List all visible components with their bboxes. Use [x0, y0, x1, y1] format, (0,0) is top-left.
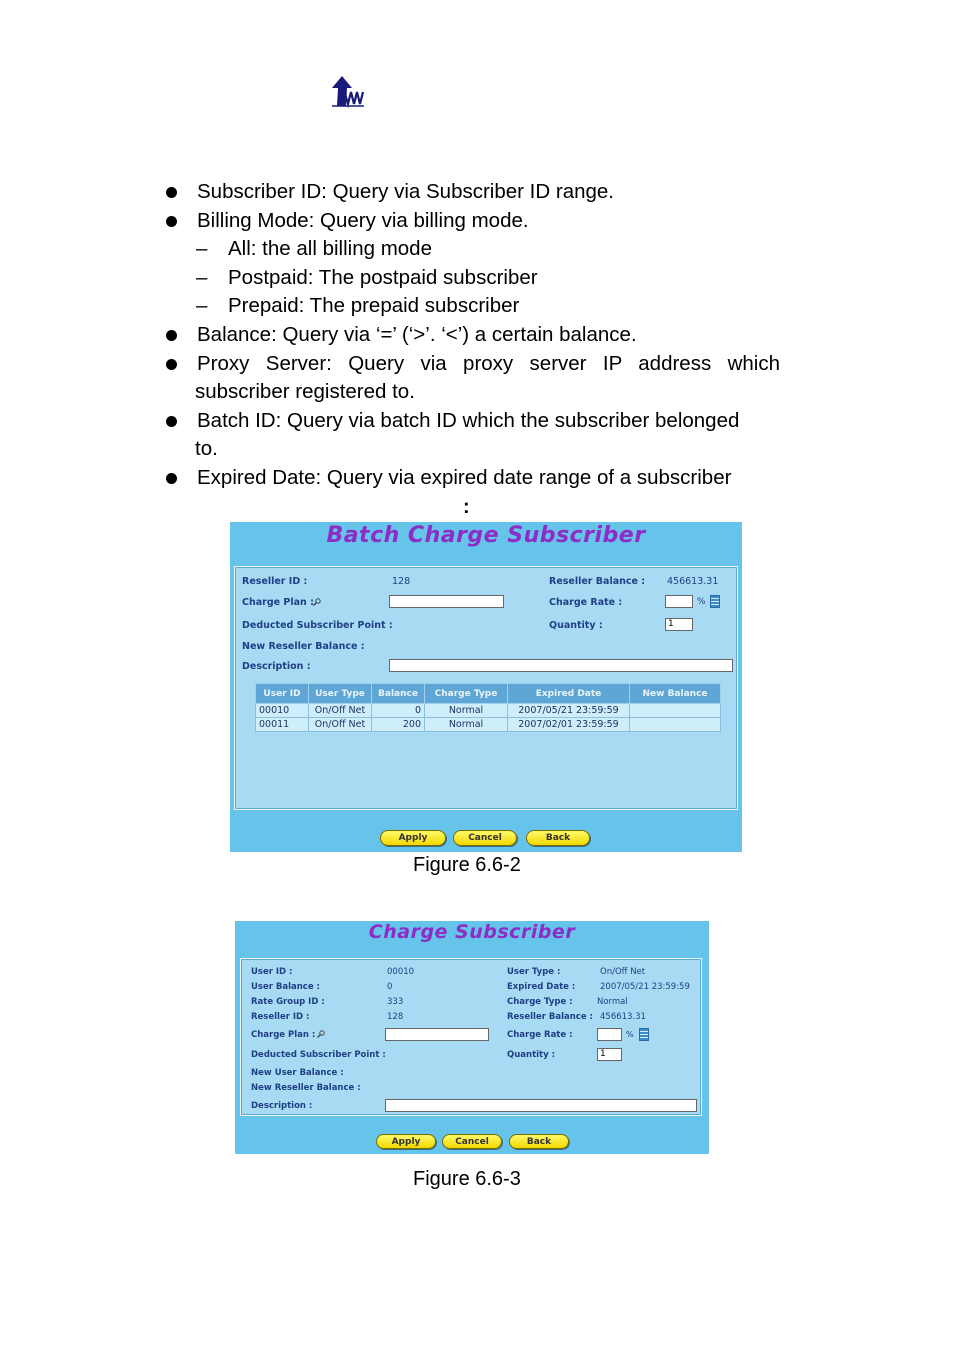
expired-date-label: Expired Date : — [507, 982, 576, 992]
calculator-icon[interactable] — [639, 1028, 649, 1041]
batch-charge-panel — [230, 522, 742, 852]
reseller-balance-label: Reseller Balance : — [549, 576, 646, 587]
reseller-balance-label: Reseller Balance : — [507, 1012, 593, 1022]
dash-icon: – — [196, 237, 208, 261]
user-balance-label: User Balance : — [251, 982, 320, 992]
table-row[interactable] — [256, 704, 721, 718]
dash-icon: – — [196, 265, 208, 289]
panel-title: Batch Charge Subscriber — [326, 523, 646, 548]
sub-list-item: – Prepaid: The prepaid subscriber — [165, 292, 780, 321]
rate-group-label: Rate Group ID : — [251, 997, 325, 1007]
col-charge-type: Charge Type — [425, 684, 508, 704]
colon-mark: : — [463, 496, 470, 518]
apply-button[interactable]: Apply — [380, 830, 446, 846]
table-header-row — [256, 684, 721, 704]
quantity-input[interactable]: 1 — [665, 618, 693, 631]
reseller-balance-value: 456613.31 — [600, 1012, 646, 1022]
form-area — [234, 566, 738, 810]
cell-charge-type: Normal — [425, 718, 508, 732]
reseller-id-label: Reseller ID : — [242, 576, 308, 587]
charge-rate-label: Charge Rate : — [549, 597, 623, 608]
charge-plan-label: Charge Plan : — [242, 597, 314, 608]
bullet-icon — [166, 473, 177, 484]
bullet-icon — [166, 416, 177, 427]
charge-type-label: Charge Type : — [507, 997, 573, 1007]
charge-rate-input[interactable] — [597, 1028, 622, 1041]
col-expired-date: Expired Date — [508, 684, 630, 704]
new-user-balance-label: New User Balance : — [251, 1068, 344, 1078]
cancel-button[interactable]: Cancel — [442, 1134, 502, 1149]
new-reseller-balance-label: New Reseller Balance : — [242, 641, 365, 652]
cell-user-type: On/Off Net — [309, 704, 372, 718]
subscriber-table — [255, 683, 721, 732]
charge-plan-input[interactable] — [385, 1028, 489, 1041]
cell-user-type: On/Off Net — [309, 718, 372, 732]
charge-rate-label: Charge Rate : — [507, 1030, 573, 1040]
charge-rate-input[interactable] — [665, 595, 693, 608]
list-item: Proxy Server: Query via proxy server IP address which — [165, 350, 780, 379]
reseller-id-value: 128 — [392, 576, 411, 587]
col-new-balance: New Balance — [630, 684, 721, 704]
percent-sign: % — [626, 1030, 634, 1039]
user-id-value: 00010 — [387, 967, 415, 977]
back-button[interactable]: Back — [526, 830, 590, 846]
form-area — [240, 958, 702, 1116]
list-item-continued: subscriber registered to. — [195, 380, 415, 404]
cancel-button[interactable]: Cancel — [453, 830, 517, 846]
cell-balance: 200 — [372, 718, 425, 732]
bullet-icon — [166, 359, 177, 370]
user-id-label: User ID : — [251, 967, 293, 977]
charge-plan-input[interactable] — [389, 595, 504, 608]
feature-list — [165, 178, 780, 493]
list-item: Billing Mode: Query via billing mode. — [165, 207, 780, 236]
deducted-point-label: Deducted Subscriber Point : — [251, 1050, 386, 1060]
reseller-id-value: 128 — [387, 1012, 404, 1022]
list-item: Expired Date: Query via expired date range of a subscriber — [165, 464, 780, 493]
sub-list-item: – All: the all billing mode — [165, 235, 780, 264]
cell-balance: 0 — [372, 704, 425, 718]
apply-button[interactable]: Apply — [376, 1134, 436, 1149]
reseller-balance-value: 456613.31 — [667, 576, 719, 587]
percent-sign: % — [697, 597, 706, 607]
reseller-id-label: Reseller ID : — [251, 1012, 310, 1022]
cell-user-id: 00011 — [256, 718, 309, 732]
search-icon[interactable] — [313, 598, 321, 606]
description-label: Description : — [242, 661, 311, 672]
user-type-label: User Type : — [507, 967, 561, 977]
bullet-icon — [166, 330, 177, 341]
charge-subscriber-panel — [235, 921, 709, 1154]
figure-caption: Figure 6.6-2 — [413, 854, 521, 876]
cell-charge-type: Normal — [425, 704, 508, 718]
company-logo — [330, 76, 368, 108]
cell-expired-date: 2007/02/01 23:59:59 — [508, 718, 630, 732]
deducted-point-label: Deducted Subscriber Point : — [242, 620, 393, 631]
col-user-type: User Type — [309, 684, 372, 704]
quantity-label: Quantity : — [549, 620, 603, 631]
charge-plan-label: Charge Plan : — [251, 1030, 316, 1040]
charge-type-value: Normal — [597, 997, 628, 1007]
description-input[interactable] — [385, 1099, 697, 1112]
bullet-icon — [166, 187, 177, 198]
new-reseller-balance-label: New Reseller Balance : — [251, 1083, 361, 1093]
search-icon[interactable] — [317, 1030, 325, 1038]
list-item: Subscriber ID: Query via Subscriber ID range. — [165, 178, 780, 207]
sub-list-item: – Postpaid: The postpaid subscriber — [165, 264, 780, 293]
cell-new-balance — [630, 704, 721, 718]
user-balance-value: 0 — [387, 982, 393, 992]
table-row[interactable] — [256, 718, 721, 732]
back-button[interactable]: Back — [509, 1134, 569, 1149]
rate-group-value: 333 — [387, 997, 404, 1007]
calculator-icon[interactable] — [710, 595, 720, 608]
col-balance: Balance — [372, 684, 425, 704]
list-item: Batch ID: Query via batch ID which the subscriber belonged — [165, 407, 780, 436]
list-item: Balance: Query via ‘=’ (‘>’. ‘<’) a certain balance. — [165, 321, 780, 350]
user-type-value: On/Off Net — [600, 967, 646, 977]
col-user-id: User ID — [256, 684, 309, 704]
panel-title: Charge Subscriber — [368, 921, 576, 943]
list-item-continued: to. — [195, 437, 218, 461]
cell-user-id: 00010 — [256, 704, 309, 718]
dash-icon: – — [196, 294, 208, 318]
cell-new-balance — [630, 718, 721, 732]
cell-expired-date: 2007/05/21 23:59:59 — [508, 704, 630, 718]
description-label: Description : — [251, 1101, 313, 1111]
expired-date-value: 2007/05/21 23:59:59 — [600, 982, 690, 992]
bullet-icon — [166, 216, 177, 227]
quantity-input[interactable]: 1 — [597, 1048, 622, 1061]
quantity-label: Quantity : — [507, 1050, 556, 1060]
description-input[interactable] — [389, 659, 733, 672]
figure-caption: Figure 6.6-3 — [413, 1168, 521, 1190]
